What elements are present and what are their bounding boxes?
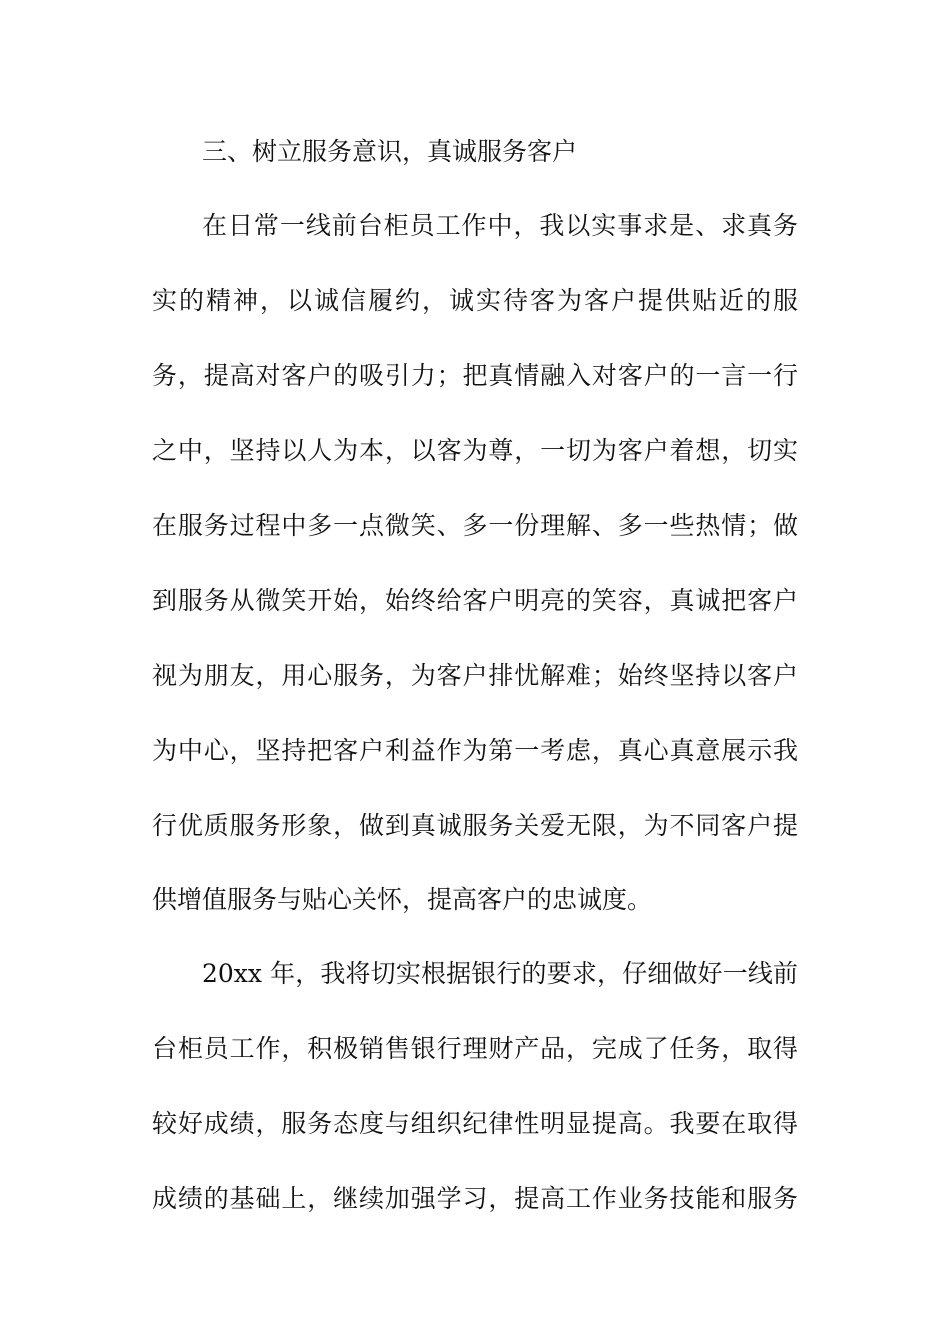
paragraph-line: 在日常一线前台柜员工作中，我以实事求是、求真务 (202, 211, 798, 240)
paragraph-line: 较好成绩，服务态度与组织纪律性明显提高。我要在取得 (152, 1109, 798, 1138)
paragraph-line: 台柜员工作，积极销售银行理财产品，完成了任务，取得 (152, 1034, 798, 1063)
paragraph-line: 供增值服务与贴心关怀，提高客户的忠诚度。 (152, 885, 653, 914)
paragraph-line: 之中，坚持以人为本，以客为尊，一切为客户着想，切实 (152, 436, 798, 465)
paragraph-line: 实的精神，以诚信履约，诚实待客为客户提供贴近的服 (152, 286, 798, 315)
paragraph-line: 行优质服务形象，做到真诚服务关爱无限，为不同客户提 (152, 811, 798, 840)
section-heading: 三、树立服务意识，真诚服务客户 (202, 137, 578, 166)
paragraph-line: 在服务过程中多一点微笑、多一份理解、多一些热情；做 (152, 511, 798, 540)
paragraph-line: 成绩的基础上，继续加强学习，提高工作业务技能和服务 (152, 1184, 798, 1213)
paragraph-line: 视为朋友，用心服务，为客户排忧解难；始终坚持以客户 (152, 661, 798, 690)
paragraph-line: 20xx 年，我将切实根据银行的要求，仔细做好一线前 (202, 959, 798, 988)
paragraph-line: 为中心，坚持把客户利益作为第一考虑，真心真意展示我 (152, 736, 798, 765)
paragraph-line: 到服务从微笑开始，始终给客户明亮的笑容，真诚把客户 (152, 586, 798, 615)
paragraph-line: 务，提高对客户的吸引力；把真情融入对客户的一言一行 (152, 361, 798, 390)
